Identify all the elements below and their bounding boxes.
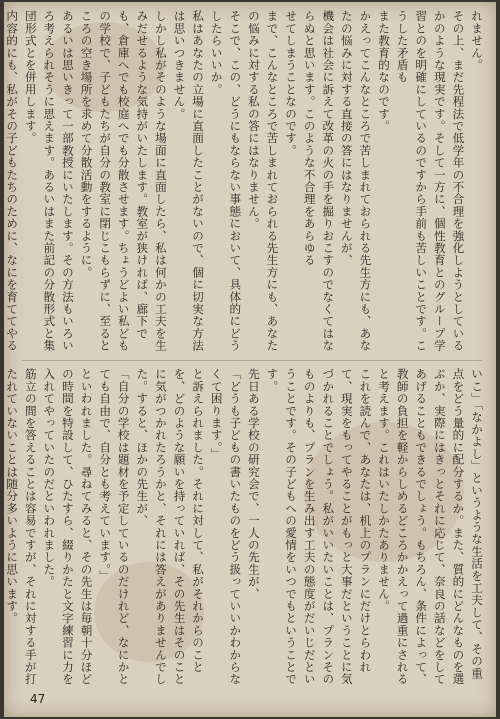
page-number: 47 <box>30 692 46 706</box>
paragraph: その上、まだ先程法で低学年の不合理を強化しようとしているかのような現実です。そして一方に、個性教育とのグループ学習とのを明確にしているのですから手前も苦しいことです。こうした矛盾も <box>395 10 466 352</box>
paragraph: れません。 <box>470 10 484 71</box>
paragraph: かえってこんなところで苦しまれておられる先生方にも、あなたの悩みに対する直接の答にはなりませんが、 <box>339 10 373 352</box>
paragraph: これを読んで、あなたは、机上のプランにだけとらわれて、現実をもってやることがもっと大事だということに気づかれることでしょう。私がいいたいことは、プランそのものよりも、プランを生み出す工夫の態度がだいじだということです。その子どもへの愛情をいつでもということです。 <box>265 368 373 686</box>
paragraph: といわれました。尋ねてみると、その先生は毎朝十分ほどの時間を特設して、ひたすら、綴りかたと文字練習に力を入れてやっていたのだといわれました。 <box>42 368 94 686</box>
text-column-lower <box>5 368 486 690</box>
paragraph: しかし私がそのような場面に直面したら、私は何かの工夫を生みだせるような気持がいたします。教室が狭ければ、廊下でも、倉庫へでも校庭へでも分散させます。ちょうどよい私どもの学校で、子どもたちが自分の教室に閉じこもらずに、至るところの空き場所を求めて分散活動をするように。 <box>79 10 168 352</box>
paragraph: 筋立の間を答えることは容易ですが、それに対する手が打たれていないことは随分多いように思います。 <box>5 368 38 686</box>
column-divider <box>22 360 482 361</box>
paragraph: 先日ある学校の研究会で、一人の先生が、 <box>246 368 261 600</box>
text-column-upper <box>5 10 486 355</box>
paragraph: いこ」「なかよし」というような生活を工夫して、その重点をどう量的に配分するか。また、質的にどんなものを選ぶか、実際にはきっとそれに応じて、奈良の話などをしてあげることもできるでしょう。もちろん、条件によって、教師の負担を軽からしめるどころかかえって過重にされると考えます。これはいたしかたありません。 <box>377 368 484 686</box>
paragraph: 「自分の学校は題材を予定しているのだけれど、なにかとても自由で、自分とも考えています。」 <box>98 368 131 686</box>
book-page <box>4 2 496 717</box>
paragraph: そこで、この、どうにもならない事態において、具体的にどうしたらいいか。 <box>209 10 243 352</box>
paragraph: 「どうも子どもの書いたものをどう扱っていいかわからなくて困ります。」 <box>209 368 243 686</box>
paragraph: 機会は社会に訴えて改革の火の手を掘りおこすのでなくてはならぬと思います。このような不合理をあらゆる <box>302 10 336 352</box>
paragraph: また教育的なのです。 <box>377 10 392 132</box>
paragraph: 内容的にも、私がその子どもたちのために、なにを育ててやる <box>5 10 20 352</box>
paragraph: あるいは思いきって一部教授にいたします。その方法もいろいろ考えられそうに思えます。あるいはまた前記の分散形式と集団形式とを併用します。 <box>23 10 75 352</box>
paragraph <box>0 368 3 690</box>
paragraph: せてしまうことなのです。 <box>284 10 299 157</box>
paragraph: まで、こんなところで苦しまれておられる先生方にも、あなたの悩みに対する私の答にはなりません。 <box>246 10 280 352</box>
paragraph: と訴えられました。それに対して、私がそれからのことを、どのような願いを持っていれば、その先生はそのことに気がつかれたろうかと、それには答えがありませんでした。すると、ほかの先生が、 <box>135 368 206 686</box>
paragraph: 私はあなたの立場に直面したことがないので、個に切実な方法は思いつきません。 <box>172 10 206 352</box>
